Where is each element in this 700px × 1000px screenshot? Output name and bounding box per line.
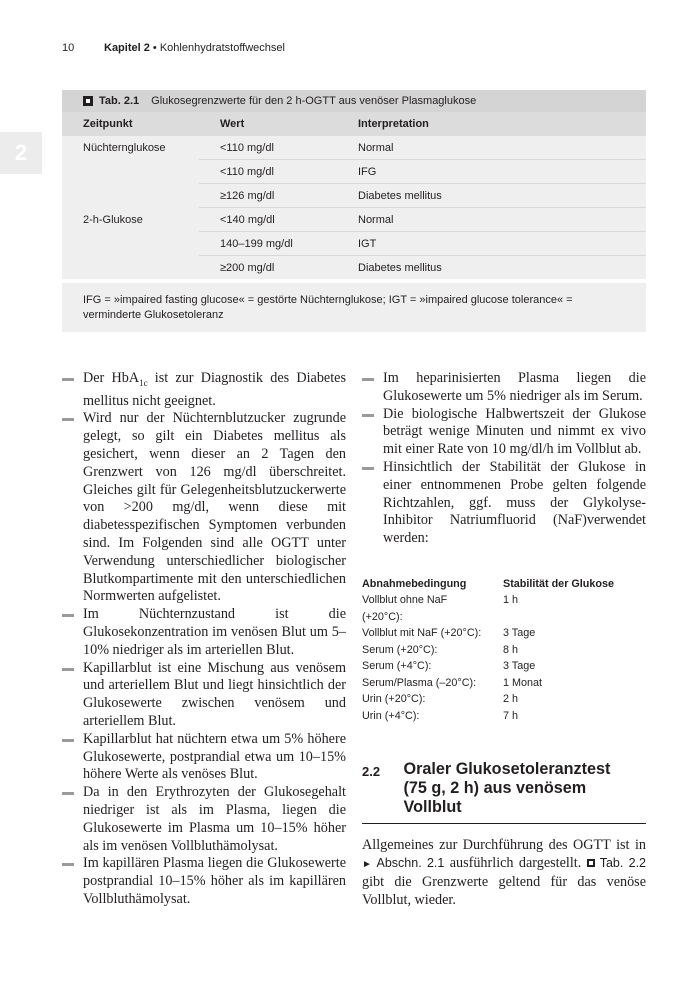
section-title-line1: Oraler Glukosetoleranztest bbox=[403, 760, 611, 779]
bullet-text: Kapillarblut ist eine Mischung aus venösem und arteriellem Blut und liegt hinsichtlich der Glukosewerte zwischen venösem und arteriellem Blut. bbox=[83, 659, 346, 729]
table-cell bbox=[62, 184, 199, 208]
stability-table bbox=[362, 576, 646, 725]
bullet-text: Hinsichtlich der Stabilität der Glukose in einer entnommenen Probe gelten folgende Richtzahlen, ggf. muss der Glykolyse-Inhibitor Natriumfluorid (NaF)verwendet werden: bbox=[383, 458, 646, 547]
table-cell bbox=[62, 256, 199, 280]
section-title-line2: (75 g, 2 h) aus venösem Vollblut bbox=[403, 779, 587, 817]
paragraph-text: ausführlich dargestellt. bbox=[444, 855, 587, 872]
bullet-dash-icon bbox=[62, 614, 74, 617]
list-item bbox=[62, 784, 346, 855]
hba1c-prefix: Der HbA bbox=[83, 370, 140, 386]
list-item bbox=[62, 731, 346, 784]
glucose-threshold-table bbox=[62, 112, 646, 279]
list-item bbox=[62, 370, 346, 410]
table-header-row bbox=[62, 112, 646, 136]
list-item bbox=[62, 660, 346, 731]
table-row bbox=[62, 256, 646, 280]
bullet-dash-icon bbox=[362, 467, 374, 470]
list-item bbox=[362, 406, 646, 459]
header-separator: • bbox=[149, 42, 160, 54]
bullet-text: Im Nüchternzustand ist die Glukosekonzentration im venösen Blut um 5–10% niedriger als im arteriellen Blut. bbox=[83, 606, 346, 658]
bullet-text: Wird nur der Nüchternblutzucker zugrunde gelegt, so gilt ein Diabetes mellitus als gesichert, wenn dieser an 2 Tagen den Grenzwert von 126 mg/dl überschreitet. Gleiches gilt für Gelegenheitsblutzuckerwerte von >200 mg/dl, wenn diese mit diabetesspezifischen Symptomen verbunden sind. Im Folgenden sind alle OGTT unter Verwendung unterschiedlicher biologischer Blutkompartimente mit den unterschiedlichen Normwerten aufgelistet. bbox=[83, 410, 346, 605]
col-header-wert: Wert bbox=[199, 112, 337, 136]
chapter-side-tab: 2 bbox=[0, 132, 42, 174]
table-row bbox=[362, 708, 646, 725]
bullet-text: Kapillarblut hat nüchtern etwa um 5% höhere Glukosewerte, postprandial etwa um 10–15% höhere Werte als venöses Blut. bbox=[83, 730, 346, 783]
table-cell: Nüchternglukose bbox=[83, 141, 166, 154]
bullet-dash-icon bbox=[362, 378, 374, 381]
table-row bbox=[362, 642, 646, 659]
table-link-2-2[interactable]: Tab. 2.2 bbox=[594, 856, 646, 871]
table-cell: ≥126 mg/dl bbox=[199, 184, 337, 208]
bullet-text: Im kapillären Plasma liegen die Glukosewerte postprandial 10–15% höher als im kapillären Vollbluthämolysat. bbox=[83, 855, 346, 907]
bullet-dash-icon bbox=[62, 739, 74, 742]
table-footnote: IFG = »impaired fasting glucose« = gestörte Nüchternglukose; IGT = »impaired glucose tolerance« = verminderte Glukosetoleranz bbox=[62, 283, 646, 332]
stability-value: 1 Monat bbox=[503, 676, 543, 689]
table-cell bbox=[62, 160, 199, 184]
chapter-label: Kapitel 2 bbox=[104, 42, 150, 54]
section-rule bbox=[362, 823, 646, 824]
table-row bbox=[62, 136, 646, 160]
bullet-text: ist zur Diagnostik des Diabetes mellitus nicht geeignet. bbox=[83, 370, 346, 409]
stability-value: 8 h bbox=[503, 643, 519, 656]
stability-value: 3 Tage bbox=[503, 660, 536, 673]
hba1c-subscript: 1c bbox=[139, 377, 148, 388]
bullet-dash-icon bbox=[362, 414, 374, 417]
table-cell: Diabetes mellitus bbox=[337, 184, 646, 208]
paragraph-text: Allgemeines zur Durchführung des OGTT ist in bbox=[362, 837, 646, 854]
bullet-text: Da in den Erythrozyten der Glukosegehalt niedriger ist als im Plasma, liegen die Glukosewerte im Plasma um 10–15% höher als im venösen Vollbluthämolysat. bbox=[83, 784, 346, 854]
table-row bbox=[362, 675, 646, 692]
stability-condition: Urin (+20°C): bbox=[362, 693, 426, 706]
table-row bbox=[62, 160, 646, 184]
table-row bbox=[62, 184, 646, 208]
list-item bbox=[362, 459, 646, 548]
arrow-right-icon: ► bbox=[362, 859, 372, 871]
bullet-text: Die biologische Halbwertszeit der Glukose beträgt wenige Minuten und nimmt ex vivo mit einer Rate von 10 mg/dl/h im Vollblut ab. bbox=[383, 405, 646, 458]
table-row bbox=[62, 232, 646, 256]
table-cell bbox=[62, 232, 199, 256]
table-cell: IFG bbox=[337, 160, 646, 184]
paragraph-text: gibt die Grenzwerte geltend für das venöse Vollblut, wieder. bbox=[362, 874, 646, 908]
stability-value: 7 h bbox=[503, 709, 519, 722]
table-cell: Diabetes mellitus bbox=[337, 256, 646, 280]
stability-condition: Vollblut ohne NaF (+20°C): bbox=[362, 594, 448, 623]
table-label: Tab. 2.1 bbox=[99, 95, 140, 107]
table-cell: <110 mg/dl bbox=[199, 160, 337, 184]
table-cell: ≥200 mg/dl bbox=[199, 256, 337, 280]
stability-header-row bbox=[362, 576, 646, 593]
table-cell: Normal bbox=[337, 208, 646, 232]
right-column bbox=[362, 370, 646, 910]
list-item bbox=[62, 855, 346, 908]
section-paragraph bbox=[362, 837, 646, 909]
bullet-dash-icon bbox=[62, 792, 74, 795]
table-marker-icon bbox=[83, 96, 93, 106]
table-row bbox=[62, 208, 646, 232]
stability-condition: Vollblut mit NaF (+20°C): bbox=[362, 627, 482, 640]
stability-condition: Serum/Plasma (–20°C): bbox=[362, 676, 477, 689]
stability-header-condition: Abnahmebedingung bbox=[362, 577, 467, 590]
page-number: 10 bbox=[62, 42, 75, 54]
table-marker-icon bbox=[587, 859, 595, 867]
bullet-dash-icon bbox=[62, 863, 74, 866]
stability-value: 2 h bbox=[503, 693, 519, 706]
table-cell: IGT bbox=[337, 232, 646, 256]
section-link-2-1[interactable]: Abschn. 2.1 bbox=[371, 856, 445, 871]
running-header bbox=[62, 42, 285, 54]
table-caption-text: Glukosegrenzwerte für den 2 h-OGTT aus venöser Plasmaglukose bbox=[151, 95, 477, 107]
table-row bbox=[362, 625, 646, 642]
col-header-zeitpunkt: Zeitpunkt bbox=[62, 112, 199, 136]
table-cell: <140 mg/dl bbox=[199, 208, 337, 232]
list-item bbox=[62, 410, 346, 606]
table-cell: 2-h-Glukose bbox=[83, 213, 143, 226]
section-heading bbox=[362, 760, 646, 817]
bullet-text: Im heparinisierten Plasma liegen die Glukosewerte um 5% niedriger als im Serum. bbox=[383, 370, 646, 404]
table-cell: 140–199 mg/dl bbox=[199, 232, 337, 256]
stability-condition: Urin (+4°C): bbox=[362, 709, 420, 722]
bullet-dash-icon bbox=[62, 668, 74, 671]
col-header-interpretation: Interpretation bbox=[337, 112, 646, 136]
table-cell: <110 mg/dl bbox=[220, 141, 274, 154]
stability-condition: Serum (+4°C): bbox=[362, 660, 432, 673]
stability-value: 1 h bbox=[503, 594, 519, 607]
section-number: 2.2 bbox=[362, 764, 381, 780]
table-row bbox=[362, 592, 646, 625]
list-item bbox=[362, 370, 646, 406]
table-cell: Normal bbox=[358, 141, 394, 154]
list-item bbox=[62, 606, 346, 659]
table-row bbox=[362, 691, 646, 708]
left-column bbox=[62, 370, 346, 909]
stability-condition: Serum (+20°C): bbox=[362, 643, 438, 656]
chapter-title: Kohlenhydratstoffwechsel bbox=[159, 42, 285, 54]
table-caption bbox=[62, 90, 646, 112]
stability-value: 3 Tage bbox=[503, 627, 536, 640]
bullet-dash-icon bbox=[62, 378, 74, 381]
stability-header-value: Stabilität der Glukose bbox=[503, 577, 614, 590]
bullet-dash-icon bbox=[62, 418, 74, 421]
table-2-1 bbox=[62, 90, 646, 332]
table-row bbox=[362, 658, 646, 675]
